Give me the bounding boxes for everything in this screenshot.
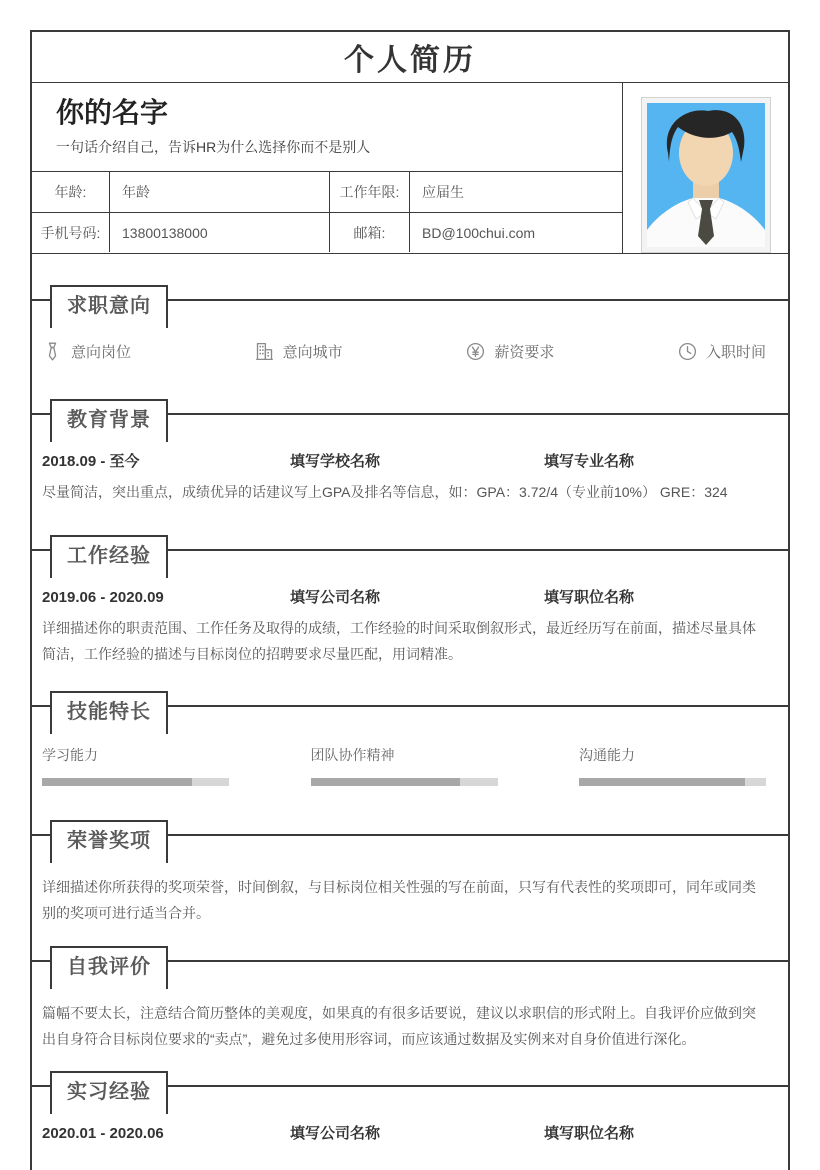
- work-years-value: 应届生: [422, 184, 464, 200]
- profile-block: [32, 83, 788, 254]
- contact-table: [32, 171, 622, 252]
- section-title-self-evaluation: 自我评价: [50, 946, 168, 989]
- intent-label: 意向岗位: [71, 344, 132, 361]
- tie-icon: [42, 341, 63, 362]
- intent-city: [254, 341, 343, 362]
- table-row: [32, 172, 622, 212]
- building-icon: [254, 341, 275, 362]
- education-desc: 尽量简洁，突出重点，成绩优异的话建议写上GPA及排名等信息，如：GPA：3.72/4（专业前10%） GRE：324: [42, 484, 728, 500]
- age-label: 年龄:: [32, 172, 110, 212]
- email-label: 邮箱:: [330, 213, 410, 252]
- yen-circle-icon: [465, 341, 486, 362]
- age-value: 年龄: [110, 172, 330, 212]
- skill-bar-track: [42, 778, 229, 786]
- resume-page: [30, 30, 790, 1170]
- skill-bar-fill: [579, 778, 745, 786]
- section-head: [32, 691, 788, 731]
- intent-salary: [465, 341, 554, 362]
- internship-position: 填写职位名称: [544, 1125, 635, 1142]
- skills-list: [42, 745, 766, 786]
- intent-start-date: [677, 341, 766, 362]
- skill-bar-fill: [42, 778, 192, 786]
- section-head: [32, 285, 788, 325]
- section-head: [32, 1071, 788, 1111]
- internship-company: 填写公司名称: [290, 1125, 381, 1142]
- honors-desc: 详细描述你所获得的奖项荣誉，时间倒叙，与目标岗位相关性强的写在前面，只写有代表性的奖项即可，同年或同类别的奖项可进行适当合并。: [42, 879, 756, 921]
- clock-icon: [677, 341, 698, 362]
- candidate-name: 你的名字: [56, 97, 169, 128]
- table-row: [32, 212, 622, 252]
- education-period: 2018.09 - 至今: [42, 453, 140, 470]
- email-value: BD@100chui.com: [422, 224, 536, 241]
- work-company: 填写公司名称: [290, 589, 381, 606]
- education-major: 填写专业名称: [544, 453, 635, 470]
- intent-position: [42, 341, 131, 362]
- title-bar: [32, 32, 788, 83]
- section-head: [32, 820, 788, 860]
- section-title-skills: 技能特长: [50, 691, 168, 734]
- phone-label: 手机号码:: [32, 213, 110, 252]
- skill-item: [42, 745, 229, 786]
- section-skills: [32, 691, 788, 786]
- phone-value: 13800138000: [110, 213, 330, 252]
- section-head: [32, 535, 788, 575]
- section-internship: [32, 1071, 788, 1145]
- work-desc: 详细描述你的职责范围、工作任务及取得的成绩，工作经验的时间采取倒叙形式，最近经历写在前面，描述尽量具体简洁，工作经验的描述与目标岗位的招聘要求尽量匹配，用词精准。: [42, 620, 756, 662]
- skill-name: 团队协作精神: [310, 747, 395, 763]
- work-years-label: 工作年限:: [330, 172, 410, 212]
- section-head: [32, 946, 788, 986]
- work-position: 填写职位名称: [544, 589, 635, 606]
- section-job-intention: [32, 285, 788, 362]
- avatar: [641, 97, 771, 253]
- skill-bar-track: [311, 778, 498, 786]
- internship-entry: [42, 1123, 766, 1145]
- section-honors: [32, 820, 788, 926]
- candidate-tagline: 一句话介绍自己，告诉HR为什么选择你而不是别人: [56, 139, 371, 155]
- intent-label: 薪资要求: [494, 344, 555, 361]
- work-period: 2019.06 - 2020.09: [42, 589, 164, 606]
- education-school: 填写学校名称: [290, 453, 381, 470]
- skill-bar-fill: [311, 778, 461, 786]
- section-title-education: 教育背景: [50, 399, 168, 442]
- skill-bar-track: [579, 778, 766, 786]
- skill-name: 学习能力: [42, 747, 98, 763]
- intent-label: 入职时间: [705, 344, 766, 361]
- intent-label: 意向城市: [282, 344, 343, 361]
- profile-info: [32, 83, 622, 253]
- work-entry: [42, 587, 766, 609]
- section-education: [32, 399, 788, 505]
- section-title-job-intention: 求职意向: [50, 285, 168, 328]
- skill-name: 沟通能力: [579, 747, 635, 763]
- skill-item: [579, 745, 766, 786]
- page-title: 个人简历: [344, 44, 476, 77]
- section-title-work: 工作经验: [50, 535, 168, 578]
- section-title-internship: 实习经验: [50, 1071, 168, 1114]
- skill-item: [311, 745, 498, 786]
- self-evaluation-desc: 篇幅不要太长，注意结合简历整体的美观度，如果真的有很多话要说，建议以求职信的形式附上。自我评价应做到突出自身符合目标岗位要求的“卖点”，避免过多使用形容词，而应该通过数据及实例来对自身价值进行深化。: [42, 1005, 756, 1047]
- section-title-honors: 荣誉奖项: [50, 820, 168, 863]
- name-block: [32, 83, 622, 171]
- education-entry: [42, 451, 766, 473]
- avatar-photo: [647, 103, 765, 247]
- intention-items: [42, 341, 766, 362]
- section-work: [32, 535, 788, 667]
- section-head: [32, 399, 788, 439]
- section-self-evaluation: [32, 946, 788, 1052]
- internship-period: 2020.01 - 2020.06: [42, 1125, 164, 1142]
- photo-cell: [622, 83, 788, 253]
